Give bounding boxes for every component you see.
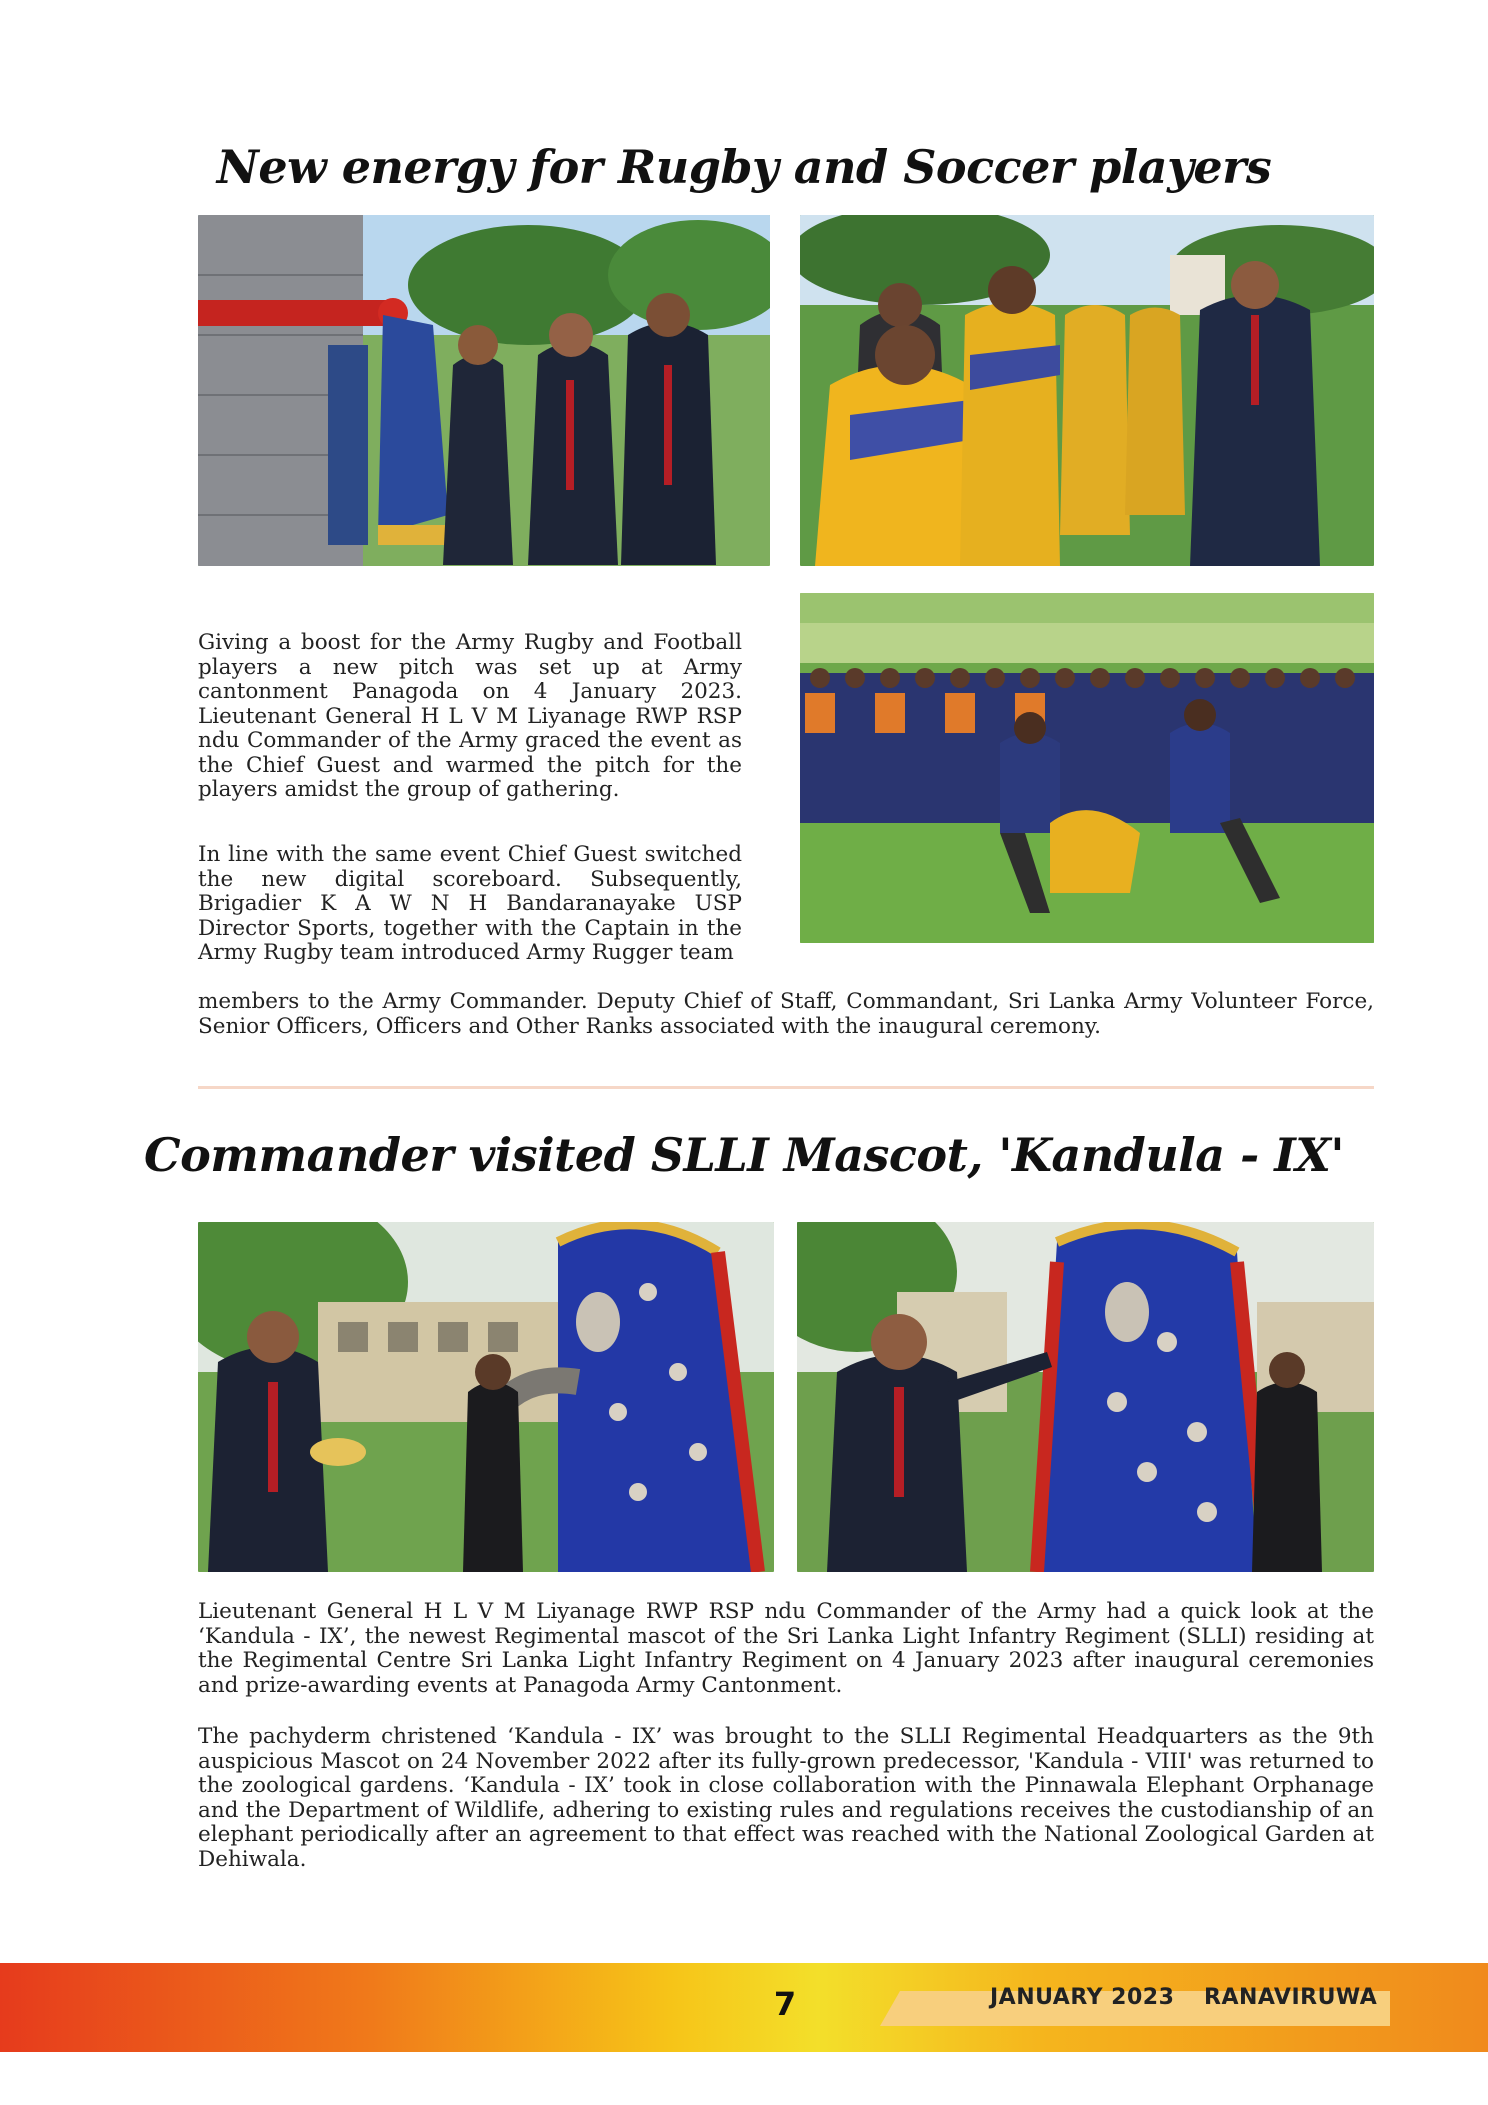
photo-commander-with-elephant [797,1222,1374,1572]
article-title-kandula: Commander visited SLLI Mascot, 'Kandula - IX' [144,1128,1344,1182]
photo-players-handshake [800,215,1374,566]
magazine-name: RANAVIRUWA [1204,1985,1378,2010]
photo-rugby-match [800,593,1374,943]
article-title-rugby: New energy for Rugby and Soccer players [216,140,1272,194]
photo-elephant-feeding [198,1222,774,1572]
page-number: 7 [773,1985,797,2023]
article2-paragraph-1: Lieutenant General H L V M Liyanage RWP RSP ndu Commander of the Army had a quick look at the ‘Kandula - IX’, the newest Regimental mascot of the Sri Lanka Light Infantry Regiment (SLLI) residing at the Regimental Centre Sri Lanka Light Infantry Regiment on 4 January 2023 after inaugural ceremonies and prize-awarding events at Panagoda Army Cantonment. [198,1599,1374,1698]
issue-date: JANUARY 2023 [990,1985,1175,2010]
article1-paragraph-2-end: members to the Army Commander. Deputy Chief of Staff, Commandant, Sri Lanka Army Volunteer Force, Senior Officers, Officers and Other Ranks associated with the inaugural ceremony. [198,989,1374,1039]
article2-paragraph-2: The pachyderm christened ‘Kandula - IX’ was brought to the SLLI Regimental Headquarters as the 9th auspicious Mascot on 24 November 2022 after its fully-grown predecessor, 'Kandula - VIII' was returned to the zoological gardens. ‘Kandula - IX’ took in close collaboration with the Pinnawala Elephant Orphanage and the Department of Wildlife, adhering to existing rules and regulations receives the custodianship of an elephant periodically after an agreement to that effect was reached with the National Zoological Garden at Dehiwala. [198,1724,1374,1872]
article1-paragraph-2-start: In line with the same event Chief Guest switched the new digital scoreboard. Subsequently, Brigadier K A W N H Bandaranayake USP Director Sports, together with the Captain in the Army Rugby team introduced Army Rugger team [198,842,742,965]
photo-plaque-unveiling [198,215,770,566]
section-divider [198,1086,1374,1089]
article1-paragraph-1: Giving a boost for the Army Rugby and Football players a new pitch was set up at Army cantonment Panagoda on 4 January 2023. Lieutenant General H L V M Liyanage RWP RSP ndu Commander of the Army graced the event as the Chief Guest and warmed the pitch for the players amidst the group of gathering. [198,630,742,802]
